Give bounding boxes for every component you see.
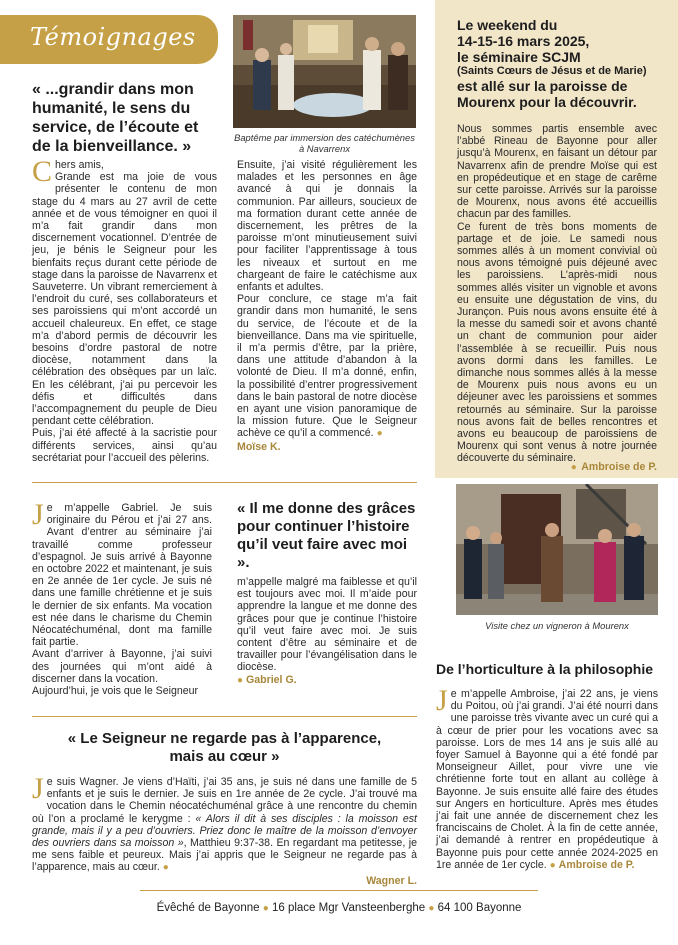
sidebar-paragraph-1: Nous sommes partis ensemble avec l’abbé Rineau de Bayonne pour aller jusqu’à Mourenx, en faisant un détour par Navarrenx afin de prendre Moïse qui est en propédeutique et en stage de carême sur cette paroisse. Arrivés sur la paroisse de Mourenx, nous avons été accueillis chacun par des familles. bbox=[457, 123, 657, 221]
dropcap-j: J bbox=[436, 684, 448, 717]
gabriel-signature-row bbox=[237, 674, 417, 687]
sidebar-subtitle: (Saints Cœurs de Jésus et de Marie) bbox=[457, 65, 647, 77]
ambroise-body bbox=[436, 684, 658, 872]
vineyard-visit-photo bbox=[456, 484, 658, 615]
wagner-signature-row bbox=[32, 875, 417, 887]
dropcap-c: C bbox=[32, 155, 53, 188]
ambroise-heading: De l’horticulture à la philosophie bbox=[436, 661, 654, 677]
gabriel-paragraph-3: Aujourd’hui, je vois que le Seigneur bbox=[32, 685, 199, 698]
bullet-dot: ● bbox=[428, 903, 435, 914]
moise-column-2 bbox=[237, 159, 417, 453]
gabriel-paragraph-4: m’appelle malgré ma faiblesse et qu’il est toujours avec moi. Il m’aide pour apprendre la langue et me donne des grâces pour que je continue l’histoire qu’il veut faire avec moi. Je suis content d’être au séminaire et de travailler pour l’évangélisation dans le diocèse. bbox=[237, 576, 417, 674]
baptism-photo-caption: Baptême par immersion des catéchumènes à Navarrenx bbox=[234, 132, 415, 154]
divider bbox=[32, 716, 417, 717]
wagner-signature: Wagner L. bbox=[366, 874, 417, 887]
moise-quote-title: « ...grandir dans mon humanité, le sens du service, de l’écoute et de la bienveillance. » bbox=[32, 81, 199, 155]
footer-city: 64 100 Bayonne bbox=[437, 902, 522, 914]
sidebar-box bbox=[435, 0, 678, 478]
gabriel-column-2 bbox=[237, 576, 417, 687]
gabriel-paragraph-1: e m’appelle Gabriel. Je suis originaire du Pérou et j’ai 27 ans. Avant d’entrer au séminaire j’ai travaillé comme professeur d’espagnol. Je suis arrivé à Bayonne en octobre 2022 et maintenant, je suis en 2e année de 1er cycle. Je suis né dans une famille chrétienne et je suis le dernier de six enfants. Ma vocation est née dans le charisme du Chemin Néocatéchuménal, dont ma famille fait partie. bbox=[32, 502, 212, 649]
vineyard-photo-caption: Visite chez un vigneron à Mourenx bbox=[485, 620, 629, 631]
bullet-dot: ● bbox=[570, 462, 577, 473]
sidebar-paragraph-2: Ce furent de très bons moments de partage et de joie. Le samedi nous sommes allés à un moment convivial où nous avons témoigné puis déjeuné avec les paroissiens. L’après-midi nous sommes allés visiter un vignoble et avons eu ensuite une dégustation de vins, du Jurançon. Puis nous avons ensuite été à la messe du samedi soir et avons chanté un chant de communion pour aider l’assemblée à se recueillir. Puis nous avons dormi dans les familles. Le dimanche nous sommes allés à la messe de Mourenx puis nous avons eu un déjeuner avec les paroissiens et sommes retournés au séminaire. Sur la paroisse nous avons fait de belles rencontres et avons eu beaucoup de paroissiens de Mourenx qui sont venus à notre journée découverte du séminaire. bbox=[457, 220, 657, 465]
moise-paragraph-4: Pour conclure, ce stage m’a fait grandir dans mon humanité, le sens du service, de l’écoute et de la bienveillance. Dans ma vie spirituelle, il m’a permis d’être, par la prière, dans une attitude d’abandon à la volonté de Dieu. Il m’a donné, enfin, la possibilité d’entrer progressivement dans le bain pastoral de notre diocèse en ayant une vision panoramique de la mission future. Que le Seigneur achève ce qu’il a commencé. ● bbox=[237, 293, 417, 440]
footer-divider bbox=[140, 890, 538, 891]
moise-paragraph-1: Grande est ma joie de vous présenter le contenu de mon stage du 4 mars au 27 avril de cette année et de vous témoigner en quoi il m’a fait grandir dans mon discernement vocationnel. D’entrée de jeu, je bénis le Seigneur pour les bienfaits reçus durant cette période de stage dans la paroisse de Navarrenx et Sauveterre. Un vibrant remerciement à l’endroit du curé, ses collaborateurs et ses paroissiens qui m’ont accordé un accueil chaleureux. En effet, ce stage m’a d’abord permis de découvrir les besoins d’ordre pastoral de notre diocèse, notamment dans la célébration des obsèques par un laïc. En les célébrant, j’ai pu percevoir les défis et difficultés dans l’accompagnement du peuple de Dieu pendant cette célébration. bbox=[32, 171, 217, 428]
footer-street: 16 place Mgr Vansteenberghe bbox=[271, 902, 426, 914]
moise-signature: Moïse K. bbox=[237, 440, 281, 453]
bullet-dot: ● bbox=[237, 674, 244, 686]
wagner-quote-title: « Le Seigneur ne regarde pas à l’apparence, mais au cœur » bbox=[67, 730, 382, 765]
gabriel-column-1 bbox=[32, 498, 212, 698]
moise-greeting: hers amis, bbox=[55, 159, 104, 171]
footer-organisation: Évêché de Bayonne bbox=[156, 902, 260, 914]
dropcap-j: J bbox=[32, 772, 44, 805]
footer-address bbox=[0, 902, 678, 914]
gabriel-signature: Gabriel G. bbox=[246, 673, 297, 686]
ambroise-signature: Ambroise de P. bbox=[558, 858, 635, 871]
divider bbox=[32, 482, 417, 483]
scripture-quote: « Alors il dit à ses disciples : la moisson est grande, mais il y a peu d’ouvriers. Priez donc le maître de la moisson d’envoyer des ouvriers dans sa moisson » bbox=[32, 812, 417, 850]
vineyard-visit-illustration bbox=[456, 484, 658, 615]
dropcap-j: J bbox=[32, 498, 44, 531]
wagner-paragraph: e suis Wagner. Je viens d’Haïti, j’ai 35 ans, je suis né dans une famille de 5 enfants et je suis le dernier. Je suis en 1re année de 2e cycle. J’ai trouvé ma vocation dans le Chemin néocatéchuménal grâce à une rencontre du chemin où l’on a proclamé le kerygme : « Alors il dit à ses disciples : la moisson est grande, mais il y a peu d’ouvriers. Priez donc le maître de la moisson d’envoyer des ouvriers dans sa moisson », Matthieu 9:37-38. En regardant ma petitesse, je me sens faible et peureux. Mais j’ai appris que le Seigneur ne regarde pas à l’apparence, mais au cœur. ● bbox=[32, 776, 417, 874]
bullet-dot: ● bbox=[162, 862, 169, 874]
banner-label: Témoignages bbox=[30, 23, 196, 51]
baptism-photo-illustration bbox=[233, 15, 416, 128]
moise-paragraph-3: Ensuite, j’ai visité régulièrement les malades et les personnes en âge avancé à qui je donnais la communion. Par ailleurs, soucieux de ma formation durant cette année de discernement, les prêtres de la paroisse m’ont minutieusement suivi pour faciliter l’apprentissage à tous les niveaux et surtout en me chargeant de faire le catéchisme aux enfants et adultes. bbox=[237, 159, 417, 294]
wagner-body bbox=[32, 772, 417, 887]
gabriel-quote-title: « Il me donne des grâces pour continuer l’histoire qu’il veut faire avec moi ». bbox=[237, 500, 416, 571]
sidebar-body bbox=[457, 123, 657, 465]
moise-column-1 bbox=[32, 155, 217, 464]
baptism-photo bbox=[233, 15, 416, 128]
bullet-dot: ● bbox=[262, 903, 269, 914]
section-banner bbox=[0, 15, 218, 64]
ambroise-paragraph: e m’appelle Ambroise, j’ai 22 ans, je viens du Poitou, où j’ai grandi. J’ai été nourri dans une paroisse très vivante avec un curé qui a à cœur de prier pour les vocations avec sa paroisse. Lors de mes 14 ans je suis allé au foyer Samuel à Bayonne qui a été fondé par Monseigneur Aillet, pour vivre une vie chrétienne forte tout en allant au collège à Bayonne. Je suis ensuite allé faire des études sur Angers en horticulture. Après mes études j’ai fait une année de discernement chez les franciscains de Cholet. À la fin de cette année, j’ai demandé à rentrer en propédeutique à Bayonne puis pour cette année 2024-2025 en 1re année de 1er cycle. ● Ambroise de P. bbox=[436, 688, 658, 871]
bullet-dot: ● bbox=[549, 859, 556, 871]
sidebar-signature-row bbox=[535, 457, 657, 475]
sidebar-signature: Ambroise de P. bbox=[581, 461, 657, 473]
sidebar-title: Le weekend du 14-15-16 mars 2025, le séminaire SCJM (Saints Cœurs de Jésus et de Marie) est allé sur la paroisse de Mourenx pour la découvrir. bbox=[457, 17, 667, 110]
gabriel-paragraph-2: Avant d’arriver à Bayonne, j’ai suivi des journées qui m’ont aidé à discerner dans la vocation. bbox=[32, 648, 212, 685]
moise-paragraph-2: Puis, j’ai été affecté à la sacristie pour différents services, ainsi qu’au secrétariat pour l’accueil des pèlerins. bbox=[32, 427, 217, 464]
bullet-dot: ● bbox=[376, 428, 383, 440]
